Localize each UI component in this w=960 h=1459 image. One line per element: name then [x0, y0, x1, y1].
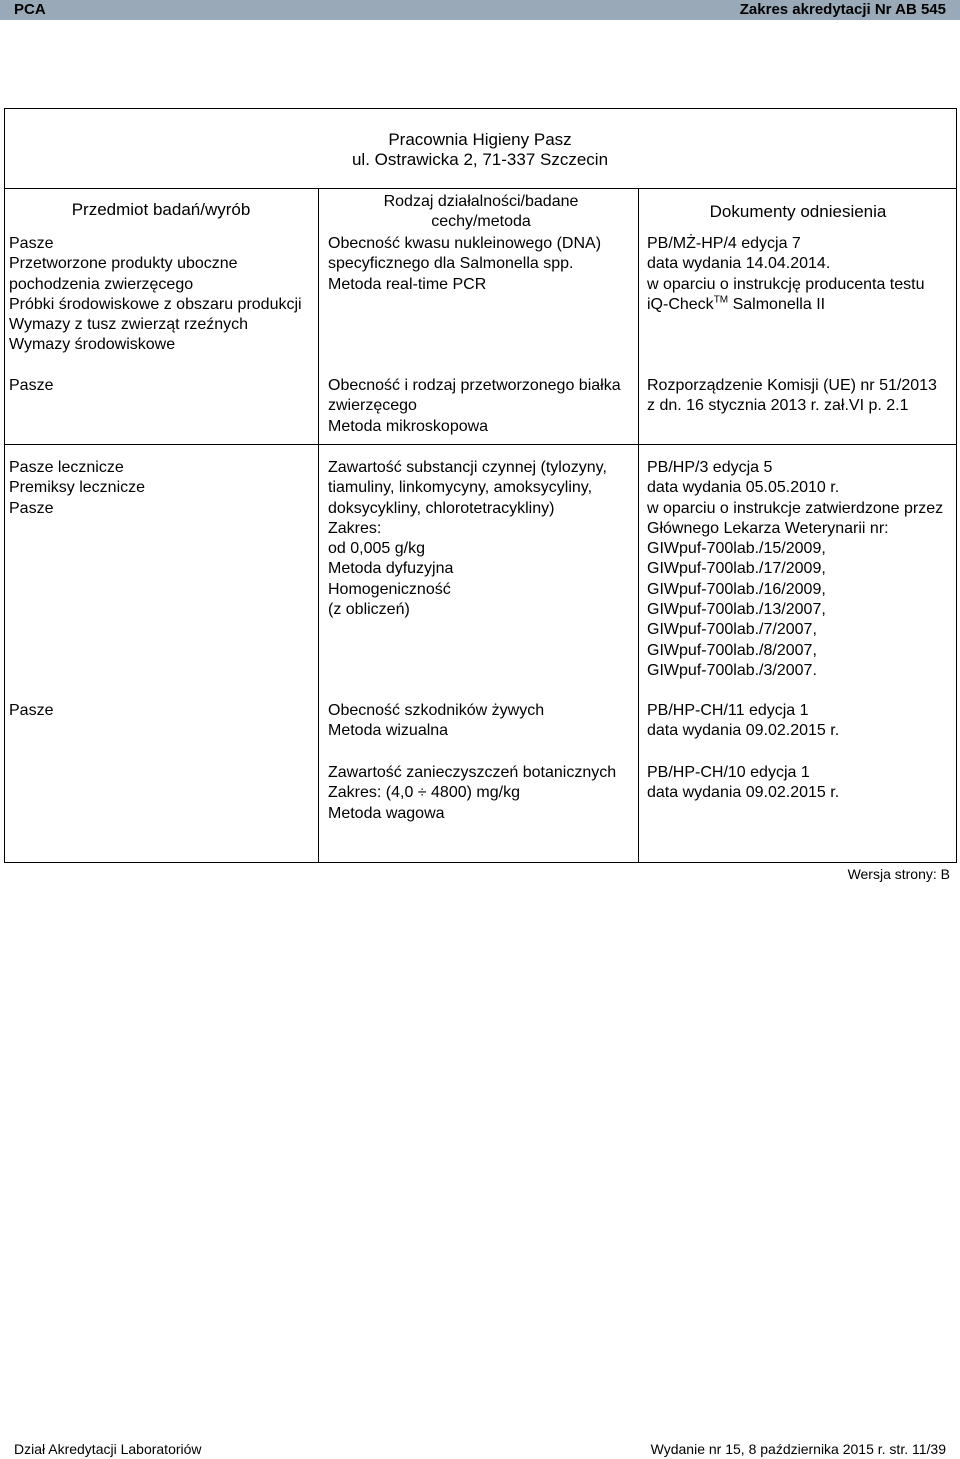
- column-divider-2: [638, 188, 639, 863]
- doc-line: data wydania 14.04.2014.: [647, 255, 831, 273]
- table-cell-docs: [647, 701, 947, 742]
- table-cell-docs: [647, 763, 947, 804]
- column-header-subject: Przedmiot badań/wyrób: [71, 200, 251, 219]
- method-line: Zawartość substancji czynnej (tylozyny, tiamuliny, linkomycyny, amoksycyliny, doksycykliny, chlorotetracykliny): [328, 459, 607, 517]
- footer-edition: Wydanie nr 15, 8 października 2015 r. str. 11/39: [650, 1441, 946, 1457]
- doc-line: GIWpuf-700lab./3/2007.: [647, 661, 817, 679]
- page-version: Wersja strony: B: [847, 866, 950, 882]
- doc-line: GIWpuf-700lab./17/2009,: [647, 560, 826, 578]
- table-top-border: [4, 188, 957, 189]
- subject-line: Wymazy z tusz zwierząt rzeźnych: [9, 316, 249, 334]
- page-header-bar: [0, 0, 960, 20]
- method-line: (z obliczeń): [328, 601, 410, 619]
- table-cell-subject: [9, 701, 309, 721]
- doc-line: GIWpuf-700lab./16/2009,: [647, 580, 826, 598]
- doc-line: Rozporządzenie Komisji (UE) nr 51/2013 z dn. 16 stycznia 2013 r. zał.VI p. 2.1: [647, 377, 937, 415]
- subject-line: Pasze lecznicze: [9, 459, 124, 476]
- subject-line: Pasze: [9, 377, 54, 394]
- column-header-method: Rodzaj działalności/badane cechy/metoda: [383, 193, 579, 231]
- table-cell-method: [328, 763, 624, 824]
- doc-line: GIWpuf-700lab./13/2007,: [647, 601, 826, 619]
- doc-line: [647, 275, 947, 316]
- table-row-divider: [4, 444, 957, 445]
- doc-line: GIWpuf-700lab./7/2007,: [647, 621, 817, 639]
- doc-line: data wydania 09.02.2015 r.: [647, 722, 840, 740]
- trademark-mark: TM: [713, 294, 729, 306]
- lab-address: ul. Ostrawicka 2, 71-337 Szczecin: [351, 150, 609, 169]
- method-line: Zawartość zanieczyszczeń botanicznych: [328, 764, 617, 781]
- subject-line: Pasze: [9, 235, 54, 252]
- doc-line: data wydania 09.02.2015 r.: [647, 784, 840, 802]
- table-cell-subject: [9, 234, 309, 356]
- header-title: Zakres akredytacji Nr AB 545: [739, 1, 946, 18]
- subject-line: Pasze: [9, 702, 54, 719]
- method-line: Metoda wizualna: [328, 722, 449, 740]
- doc-line: w oparciu o instrukcje zatwierdzone przez Głównego Lekarza Weterynarii nr: GIWpuf-700lab./15/2009,: [647, 499, 944, 558]
- table-cell-subject: [9, 376, 309, 396]
- method-line: Metoda dyfuzyjna: [328, 560, 454, 578]
- table-cell-method: [328, 376, 624, 437]
- header-org: PCA: [14, 1, 46, 18]
- doc-line: PB/HP-CH/11 edycja 1: [647, 702, 809, 719]
- subject-line: Próbki środowiskowe z obszaru produkcji: [9, 295, 302, 313]
- table-cell-subject: [9, 458, 309, 519]
- doc-text: w oparciu o instrukcję producenta testu iQ-Check: [647, 275, 925, 313]
- method-line: Homogeniczność: [328, 580, 451, 598]
- column-divider-1: [318, 188, 319, 863]
- lab-name: Pracownia Higieny Pasz: [388, 130, 572, 149]
- table-cell-method: [328, 701, 624, 742]
- method-line: Metoda wagowa: [328, 804, 445, 822]
- method-line: Zakres: (4,0 ÷ 4800) mg/kg: [328, 784, 520, 802]
- doc-line: PB/HP/3 edycja 5: [647, 459, 773, 476]
- footer-department: Dział Akredytacji Laboratoriów: [14, 1441, 202, 1457]
- method-line: Metoda real-time PCR: [328, 275, 487, 293]
- subject-line: Wymazy środowiskowe: [9, 336, 176, 354]
- table-cell-docs: [647, 376, 947, 417]
- doc-line: PB/HP-CH/10 edycja 1: [647, 764, 810, 781]
- method-line: Obecność i rodzaj przetworzonego białka zwierzęcego: [328, 377, 621, 415]
- method-line: Obecność szkodników żywych: [328, 702, 545, 719]
- subject-line: Premiksy lecznicze: [9, 479, 146, 497]
- table-cell-method: [328, 234, 624, 295]
- method-line: Obecność kwasu nukleinowego (DNA) specyficznego dla Salmonella spp.: [328, 235, 602, 273]
- table-cell-method: [328, 458, 624, 620]
- subject-line: Pasze: [9, 499, 54, 517]
- doc-line: GIWpuf-700lab./8/2007,: [647, 641, 817, 659]
- column-header-docs: Dokumenty odniesienia: [709, 202, 887, 221]
- subject-line: Przetworzone produkty uboczne pochodzenia zwierzęcego: [9, 255, 238, 293]
- table-cell-docs: [647, 458, 947, 681]
- method-line: Metoda mikroskopowa: [328, 417, 489, 435]
- method-line: od 0,005 g/kg: [328, 540, 425, 558]
- doc-line: data wydania 05.05.2010 r.: [647, 479, 840, 497]
- doc-text: Salmonella II: [732, 295, 826, 313]
- table-cell-docs: [647, 234, 947, 315]
- doc-line: PB/MŻ-HP/4 edycja 7: [647, 235, 801, 252]
- method-line: Zakres:: [328, 519, 382, 537]
